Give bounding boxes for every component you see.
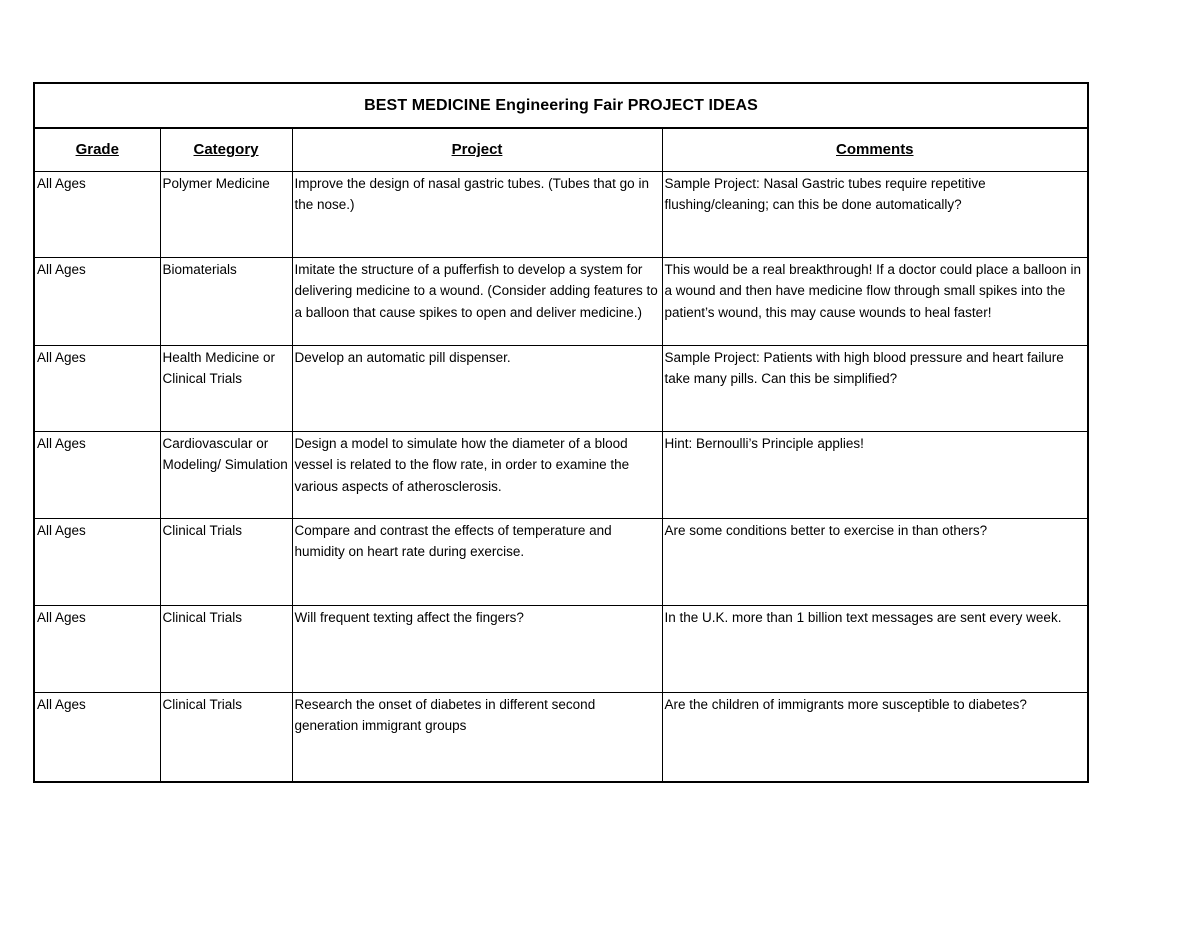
column-header-grade: Grade <box>34 128 160 171</box>
category-cell: Biomaterials <box>160 257 292 345</box>
category-cell: Cardiovascular or Modeling/ Simulation <box>160 431 292 518</box>
project-cell: Design a model to simulate how the diameter of a blood vessel is related to the flow rate, in order to examine the various aspects of atherosclerosis. <box>292 431 662 518</box>
project-cell: Develop an automatic pill dispenser. <box>292 345 662 431</box>
table-row <box>34 257 1088 345</box>
grade-cell: All Ages <box>34 605 160 692</box>
table-row <box>34 605 1088 692</box>
category-cell: Clinical Trials <box>160 605 292 692</box>
comments-cell: Are the children of immigrants more susceptible to diabetes? <box>662 692 1088 782</box>
header-row <box>34 128 1088 171</box>
comments-cell: Sample Project: Nasal Gastric tubes require repetitive flushing/cleaning; can this be done automatically? <box>662 171 1088 257</box>
comments-cell: Are some conditions better to exercise in than others? <box>662 518 1088 605</box>
table-row <box>34 518 1088 605</box>
category-cell: Health Medicine or Clinical Trials <box>160 345 292 431</box>
comments-cell: This would be a real breakthrough! If a doctor could place a balloon in a wound and then have medicine flow through small spikes into the patient’s wound, this may cause wounds to heal faster! <box>662 257 1088 345</box>
category-cell: Polymer Medicine <box>160 171 292 257</box>
column-header-comments: Comments <box>662 128 1088 171</box>
category-cell: Clinical Trials <box>160 518 292 605</box>
grade-cell: All Ages <box>34 518 160 605</box>
column-header-category: Category <box>160 128 292 171</box>
table-row <box>34 171 1088 257</box>
comments-cell: In the U.K. more than 1 billion text messages are sent every week. <box>662 605 1088 692</box>
project-cell: Improve the design of nasal gastric tubes. (Tubes that go in the nose.) <box>292 171 662 257</box>
column-header-project: Project <box>292 128 662 171</box>
grade-cell: All Ages <box>34 257 160 345</box>
table-row <box>34 345 1088 431</box>
comments-cell: Hint: Bernoulli’s Principle applies! <box>662 431 1088 518</box>
project-cell: Research the onset of diabetes in different second generation immigrant groups <box>292 692 662 782</box>
table-row <box>34 431 1088 518</box>
category-cell: Clinical Trials <box>160 692 292 782</box>
grade-cell: All Ages <box>34 171 160 257</box>
project-cell: Imitate the structure of a pufferfish to develop a system for delivering medicine to a wound. (Consider adding features to a balloon that cause spikes to open and deliver medicine.) <box>292 257 662 345</box>
grade-cell: All Ages <box>34 692 160 782</box>
table-row <box>34 692 1088 782</box>
sheet-title: BEST MEDICINE Engineering Fair PROJECT IDEAS <box>34 83 1088 128</box>
comments-cell: Sample Project: Patients with high blood pressure and heart failure take many pills. Can this be simplified? <box>662 345 1088 431</box>
project-cell: Compare and contrast the effects of temperature and humidity on heart rate during exercise. <box>292 518 662 605</box>
project-ideas-table <box>33 82 1089 783</box>
project-cell: Will frequent texting affect the fingers? <box>292 605 662 692</box>
grade-cell: All Ages <box>34 431 160 518</box>
grade-cell: All Ages <box>34 345 160 431</box>
